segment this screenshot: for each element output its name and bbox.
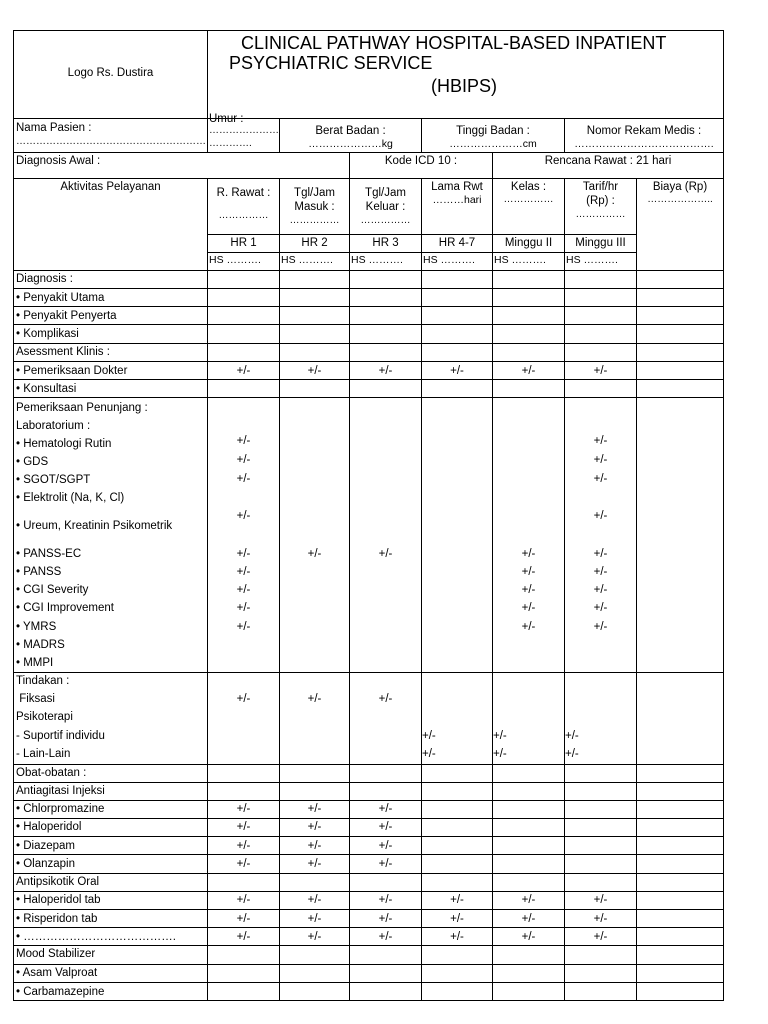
check-mark[interactable]: +/- [450, 931, 464, 943]
check-mark[interactable]: +/- [236, 454, 251, 466]
hs-field[interactable]: HS ………. [209, 254, 261, 266]
admission-header [280, 186, 349, 227]
check-mark[interactable]: +/- [593, 510, 608, 522]
check-mark[interactable]: +/- [236, 584, 251, 596]
activity-column-header: Aktivitas Pelayanan [60, 181, 161, 193]
row-label: • Konsultasi [16, 383, 77, 395]
day-header: HR 3 [372, 237, 399, 249]
check-mark[interactable]: +/- [593, 931, 608, 943]
check-mark[interactable]: +/- [450, 365, 464, 377]
check-mark[interactable]: +/- [593, 454, 608, 466]
cost-label: Biaya (Rp) [652, 181, 708, 193]
check-mark[interactable]: +/- [593, 894, 608, 906]
tariff-label-1: Tarif/hr [582, 181, 619, 193]
logo-placeholder: Logo Rs. Dustira [67, 67, 154, 79]
row-label: Asessment Klinis : [16, 346, 110, 358]
length-of-stay-header [422, 180, 492, 208]
check-mark[interactable]: +/- [521, 548, 536, 560]
los-label: Lama Rwt [431, 181, 483, 193]
room-header [208, 186, 279, 223]
check-mark[interactable]: +/- [236, 858, 251, 870]
check-mark[interactable]: +/- [236, 840, 251, 852]
title-line-2: PSYCHIATRIC SERVICE [229, 53, 433, 73]
hs-field[interactable]: HS ………. [423, 254, 475, 266]
check-mark[interactable]: +/- [236, 913, 251, 925]
check-mark[interactable]: +/- [236, 435, 251, 447]
admission-label-1: Tgl/Jam [294, 187, 335, 199]
tariff-field[interactable]: …………… [575, 208, 626, 220]
room-label: R. Rawat : [216, 187, 271, 199]
row-label: • MMPI [16, 657, 54, 669]
check-mark[interactable]: +/- [236, 821, 251, 833]
row-label: • GDS [16, 456, 49, 468]
mrn-field[interactable]: …………………………………. [574, 138, 714, 150]
check-mark[interactable]: +/- [565, 730, 579, 742]
check-mark[interactable]: +/- [236, 510, 251, 522]
discharge-label-2: Keluar : [365, 201, 406, 214]
row-label: • PANSS [16, 566, 62, 578]
check-mark[interactable]: +/- [236, 693, 251, 705]
row-label: • Risperidon tab [16, 913, 98, 925]
class-header [493, 180, 564, 207]
check-mark[interactable]: +/- [593, 473, 608, 485]
row-label: • SGOT/SGPT [16, 474, 91, 486]
discharge-field[interactable]: …………… [360, 214, 411, 226]
check-mark[interactable]: +/- [521, 602, 536, 614]
check-mark[interactable]: +/- [307, 858, 322, 870]
row-label: • Hematologi Rutin [16, 438, 112, 450]
check-mark[interactable]: +/- [378, 913, 393, 925]
row-label: - Lain-Lain [16, 748, 71, 760]
age-label: Umur : [209, 113, 244, 125]
height-label: Tinggi Badan : [456, 125, 530, 137]
row-label: • PANSS-EC [16, 548, 82, 560]
check-mark[interactable]: +/- [593, 566, 608, 578]
check-mark[interactable]: +/- [236, 621, 251, 633]
tariff-header [565, 180, 636, 221]
check-mark[interactable]: +/- [307, 913, 322, 925]
row-label: • Asam Valproat [16, 967, 98, 979]
row-label: • …………………………………. [16, 931, 176, 943]
check-mark[interactable]: +/- [593, 365, 608, 377]
check-mark[interactable]: +/- [593, 548, 608, 560]
form-title [207, 31, 723, 118]
age-field-2[interactable]: …………. [209, 138, 252, 149]
row-label: • Carbamazepine [16, 986, 105, 998]
check-mark[interactable]: +/- [450, 894, 464, 906]
check-mark[interactable]: +/- [593, 602, 608, 614]
row-label: Fiksasi [16, 693, 55, 705]
check-mark[interactable]: +/- [422, 748, 436, 760]
check-mark[interactable]: +/- [378, 803, 393, 815]
row-label: • Elektrolit (Na, K, Cl) [16, 492, 125, 504]
hs-field[interactable]: HS ………. [494, 254, 546, 266]
admission-field[interactable]: …………… [289, 214, 340, 226]
row-label: • Chlorpromazine [16, 803, 105, 815]
check-mark[interactable]: +/- [565, 748, 579, 760]
check-mark[interactable]: +/- [378, 894, 393, 906]
check-mark[interactable]: +/- [378, 840, 393, 852]
check-mark[interactable]: +/- [593, 435, 608, 447]
check-mark[interactable]: +/- [521, 584, 536, 596]
initial-diagnosis-label: Diagnosis Awal : [16, 155, 101, 167]
los-field[interactable]: ………hari [432, 194, 482, 207]
day-header: HR 2 [301, 237, 328, 249]
check-mark[interactable]: +/- [493, 748, 507, 760]
discharge-label-1: Tgl/Jam [365, 187, 406, 199]
row-label: Antipsikotik Oral [16, 876, 100, 888]
check-mark[interactable]: +/- [236, 473, 251, 485]
row-label: • Haloperidol [16, 821, 82, 833]
check-mark[interactable]: +/- [307, 693, 322, 705]
room-field[interactable]: …………… [218, 210, 269, 222]
row-label: • YMRS [16, 621, 57, 633]
title-line-3: (HBIPS) [431, 76, 498, 96]
check-mark[interactable]: +/- [593, 584, 608, 596]
check-mark[interactable]: +/- [593, 621, 608, 633]
cost-field[interactable]: ……………….. [647, 194, 713, 206]
admission-label-2: Masuk : [294, 201, 335, 214]
age-field[interactable]: ………………… [209, 125, 279, 136]
check-mark[interactable]: +/- [378, 548, 393, 560]
check-mark[interactable]: +/- [593, 913, 608, 925]
check-mark[interactable]: +/- [307, 821, 322, 833]
row-label: • Penyakit Penyerta [16, 310, 117, 322]
weight-field[interactable]: …………………kg [308, 138, 393, 150]
row-label: • Pemeriksaan Dokter [16, 365, 128, 377]
check-mark[interactable]: +/- [307, 931, 322, 943]
check-mark[interactable]: +/- [307, 803, 322, 815]
check-mark[interactable]: +/- [521, 365, 536, 377]
row-label: • Ureum, Kreatinin Psikometrik [16, 520, 173, 532]
weight-label: Berat Badan : [315, 125, 386, 137]
height-field[interactable]: …………………cm [449, 138, 537, 150]
class-field[interactable]: …………… [503, 194, 554, 206]
check-mark[interactable]: +/- [307, 840, 322, 852]
row-label: Psikoterapi [16, 711, 73, 723]
row-label: Tindakan : [16, 675, 70, 687]
day-header: Minggu III [575, 237, 626, 249]
discharge-header [350, 186, 421, 227]
patient-name-field[interactable]: ………………………………………………… [16, 136, 206, 147]
check-mark[interactable]: +/- [422, 730, 436, 742]
day-header: HR 1 [230, 237, 257, 249]
check-mark[interactable]: +/- [378, 858, 393, 870]
row-label: • Haloperidol tab [16, 894, 101, 906]
row-label: • Olanzapin [16, 858, 76, 870]
check-mark[interactable]: +/- [521, 913, 536, 925]
row-label: Diagnosis : [16, 273, 73, 285]
tariff-label-2: (Rp) : [586, 195, 615, 208]
check-mark[interactable]: +/- [521, 566, 536, 578]
day-header: HR 4-7 [438, 237, 476, 249]
check-mark[interactable]: +/- [521, 621, 536, 633]
check-mark[interactable]: +/- [236, 803, 251, 815]
row-label: Pemeriksaan Penunjang : [16, 402, 148, 414]
row-label: • CGI Severity [16, 584, 89, 596]
icd-code-label: Kode ICD 10 : [384, 155, 458, 167]
hs-field[interactable]: HS ………. [351, 254, 403, 266]
check-mark[interactable]: +/- [378, 931, 393, 943]
check-mark[interactable]: +/- [236, 894, 251, 906]
check-mark[interactable]: +/- [236, 602, 251, 614]
row-label: Laboratorium : [16, 420, 91, 432]
check-mark[interactable]: +/- [493, 730, 507, 742]
row-label: • Penyakit Utama [16, 292, 105, 304]
row-label: • CGI Improvement [16, 602, 114, 614]
row-label: Obat-obatan : [16, 767, 87, 779]
check-mark[interactable]: +/- [521, 894, 536, 906]
hs-field[interactable]: HS ………. [566, 254, 618, 266]
class-label: Kelas : [510, 181, 547, 193]
title-line-1: CLINICAL PATHWAY HOSPITAL-BASED INPATIENT [241, 33, 667, 53]
check-mark[interactable]: +/- [378, 365, 393, 377]
patient-name-label: Nama Pasien : [16, 122, 92, 134]
hs-field[interactable]: HS ………. [281, 254, 333, 266]
row-label: • Komplikasi [16, 328, 79, 340]
check-mark[interactable]: +/- [236, 566, 251, 578]
row-label: • MADRS [16, 639, 65, 651]
row-label: • Diazepam [16, 840, 75, 852]
day-header: Minggu II [504, 237, 553, 249]
check-mark[interactable]: +/- [236, 365, 251, 377]
check-mark[interactable]: +/- [236, 931, 251, 943]
check-mark[interactable]: +/- [307, 365, 322, 377]
check-mark[interactable]: +/- [450, 913, 464, 925]
care-plan-label: Rencana Rawat : 21 hari [544, 155, 672, 167]
check-mark[interactable]: +/- [378, 821, 393, 833]
check-mark[interactable]: +/- [307, 894, 322, 906]
row-label: Mood Stabilizer [16, 948, 96, 960]
row-label: Antiagitasi Injeksi [16, 785, 105, 797]
check-mark[interactable]: +/- [521, 931, 536, 943]
check-mark[interactable]: +/- [236, 548, 251, 560]
cost-header [637, 180, 723, 207]
row-label: - Suportif individu [16, 730, 105, 742]
check-mark[interactable]: +/- [307, 548, 322, 560]
mrn-label: Nomor Rekam Medis : [586, 125, 702, 137]
check-mark[interactable]: +/- [378, 693, 393, 705]
